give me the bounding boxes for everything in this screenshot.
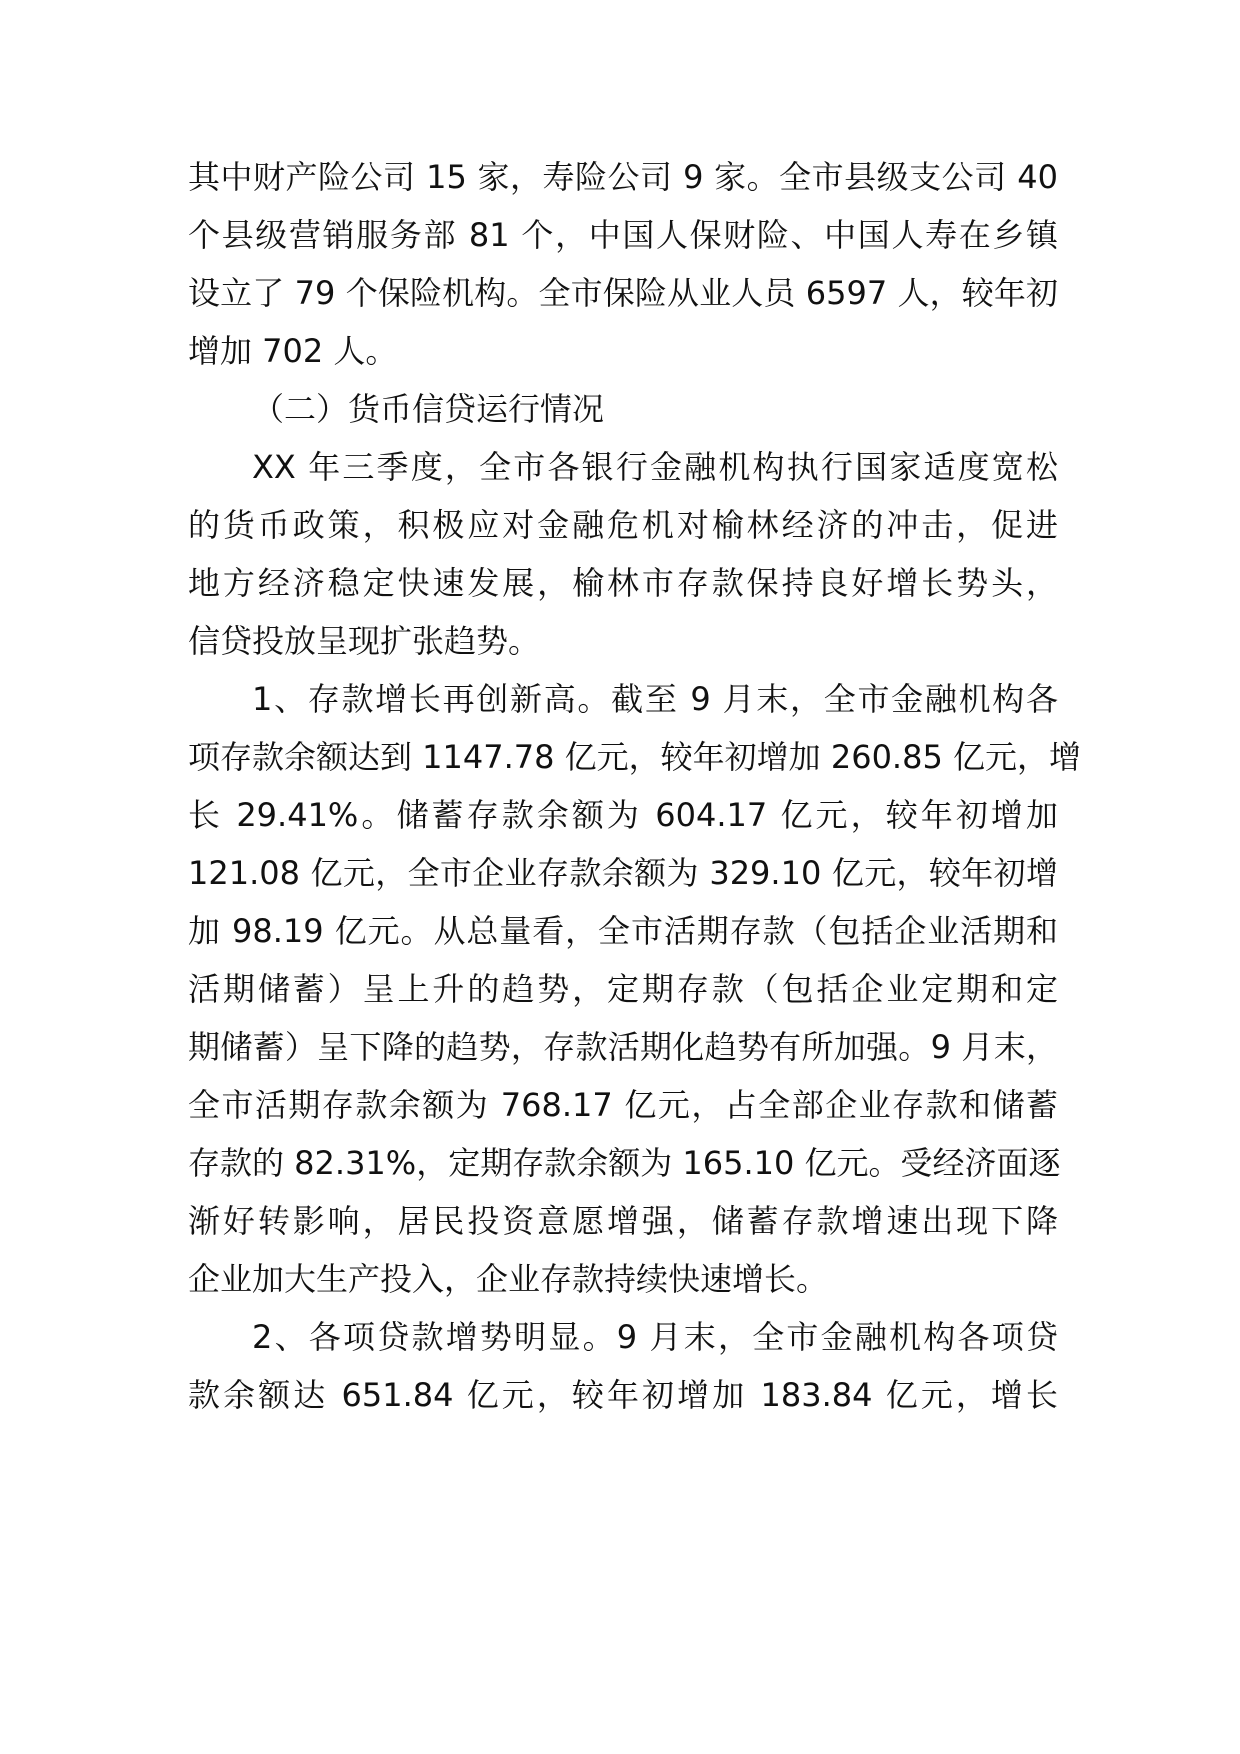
paragraph-line: 款余额达 651.84 亿元，较年初增加 183.84 亿元，增长	[188, 1376, 1058, 1414]
paragraph-line: 其中财产险公司 15 家，寿险公司 9 家。全市县级支公司 40	[188, 158, 1058, 196]
section-heading: （二）货币信贷运行情况	[252, 390, 605, 428]
paragraph-line: 活期储蓄）呈上升的趋势，定期存款（包括企业定期和定	[188, 970, 1058, 1008]
paragraph-line: 企业加大生产投入，企业存款持续快速增长。	[188, 1260, 829, 1298]
paragraph-line: 加 98.19 亿元。从总量看，全市活期存款（包括企业活期和	[188, 912, 1058, 950]
paragraph-line: 设立了 79 个保险机构。全市保险从业人员 6597 人，较年初	[188, 274, 1058, 312]
paragraph-line: 存款的 82.31%，定期存款余额为 165.10 亿元。受经济面逐	[188, 1144, 1061, 1182]
paragraph-line: XX 年三季度，全市各银行金融机构执行国家适度宽松	[252, 448, 1058, 486]
paragraph-line: 全市活期存款余额为 768.17 亿元，占全部企业存款和储蓄	[188, 1086, 1058, 1124]
paragraph-line: 增加 702 人。	[188, 332, 398, 370]
paragraph-line: 期储蓄）呈下降的趋势，存款活期化趋势有所加强。9 月末，	[188, 1028, 1058, 1066]
paragraph-line: 长 29.41%。储蓄存款余额为 604.17 亿元，较年初增加	[188, 796, 1058, 834]
paragraph-line: 渐好转影响，居民投资意愿增强，储蓄存款增速出现下降	[188, 1202, 1058, 1240]
paragraph-line: 的货币政策，积极应对金融危机对榆林经济的冲击，促进	[188, 506, 1058, 544]
paragraph-line: 信贷投放呈现扩张趋势。	[188, 622, 541, 660]
paragraph-line: 2、各项贷款增势明显。9 月末，全市金融机构各项贷	[252, 1318, 1058, 1356]
paragraph-line: 项存款余额达到 1147.78 亿元，较年初增加 260.85 亿元，增	[188, 738, 1081, 776]
paragraph-line: 1、存款增长再创新高。截至 9 月末，全市金融机构各	[252, 680, 1058, 718]
paragraph-line: 121.08 亿元，全市企业存款余额为 329.10 亿元，较年初增	[188, 854, 1058, 892]
paragraph-line: 地方经济稳定快速发展，榆林市存款保持良好增长势头，	[188, 564, 1058, 602]
paragraph-line: 个县级营销服务部 81 个，中国人保财险、中国人寿在乡镇	[188, 216, 1058, 254]
